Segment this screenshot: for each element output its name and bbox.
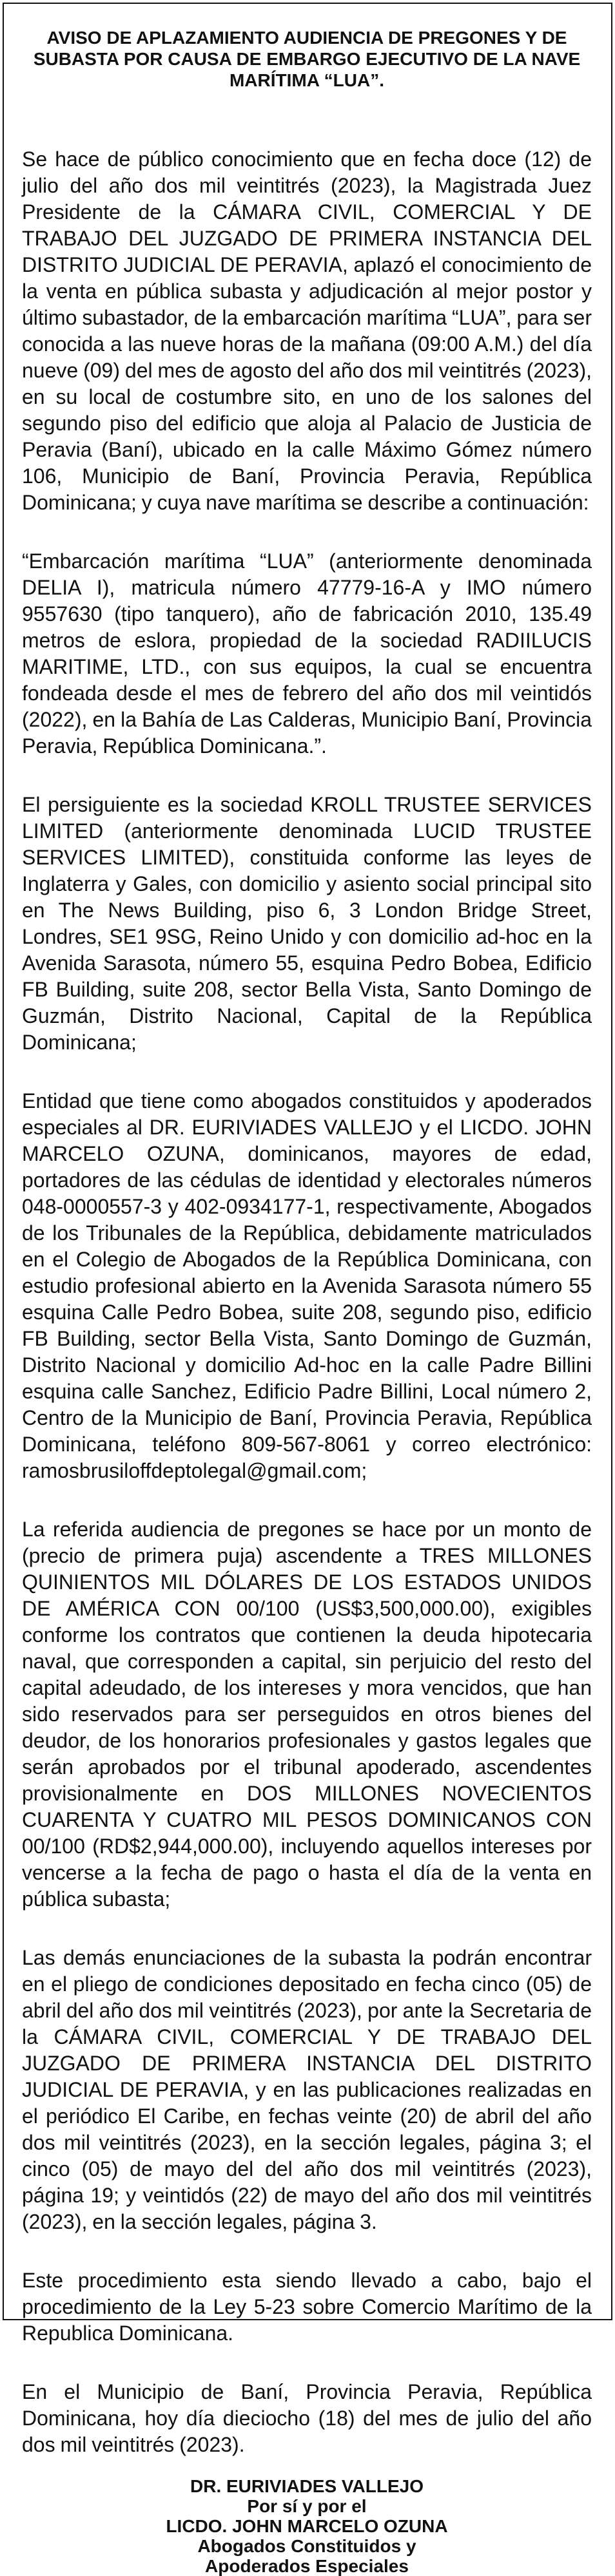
signature-line: Apoderados Especiales bbox=[205, 2556, 409, 2576]
paragraph-procedure: Este procedimiento esta siendo llevado a cabo, bajo el procedimiento de la Ley 5-23 sobre Comercio Marítimo de la Republica Dominicana. bbox=[22, 2269, 592, 2345]
signature-line: Por sí y por el bbox=[247, 2496, 367, 2516]
paragraph-place-date: En el Municipio de Baní, Provincia Peravia, República Dominicana, hoy día dieciocho (18) del mes de julio del año dos mil veintitrés (2023). bbox=[22, 2380, 592, 2456]
paragraph-pursuing-party: El persiguiente es la sociedad KROLL TRUSTEE SERVICES LIMITED (anteriormente denominada LUCID TRUSTEE SERVICES LIMITED), constituida conforme las leyes de Inglaterra y Gales, con domicilio y asiento social principal sito en The News Building, piso 6, 3 London Bridge Street, Londres, SE1 9SG, Reino Unido y con domicilio ad-hoc en la Avenida Sarasota, número 55, esquina Pedro Bobea, Edificio FB Building, suite 208, sector Bella Vista, Santo Domingo de Guzmán, Distrito Nacional, Capital de la República Dominicana; bbox=[22, 793, 592, 1054]
paragraph-vessel-description: “Embarcación marítima “LUA” (anteriormente denominada DELIA I), matricula número 47779-16-A y IMO número 9557630 (tipo tanquero), año de fabricación 2010, 135.49 metros de eslora, propiedad de la sociedad RADIILUCIS MARITIME, LTD., con sus equipos, la cual se encuentra fondeada desde el mes de febrero del año dos mil veintidós (2022), en la Bahía de Las Calderas, Municipio Baní, Provincia Peravia, República Dominicana.”. bbox=[22, 549, 592, 758]
legal-notice bbox=[3, 3, 612, 2576]
notice-title: AVISO DE APLAZAMIENTO AUDIENCIA DE PREGONES Y DE SUBASTA POR CAUSA DE EMBARGO EJECUTIVO DE LA NAVE MARÍTIMA “LUA”. bbox=[33, 28, 581, 90]
paragraph-attorneys: Entidad que tiene como abogados constituidos y apoderados especiales al DR. EURIVIADES VALLEJO y el LICDO. JOHN MARCELO OZUNA, dominicanos, mayores de edad, portadores de las cédulas de identidad y electorales números 048-0000557-3 y 402-0934177-1, respectivamente, Abogados de los Tribunales de la República, debidamente matriculados en el Colegio de Abogados de la República Dominicana, con estudio profesional abierto en la Avenida Sarasota número 55 esquina Calle Pedro Bobea, suite 208, segundo piso, edificio FB Building, sector Bella Vista, Santo Domingo de Guzmán, Distrito Nacional y domicilio Ad-hoc en la calle Padre Billini esquina calle Sanchez, Edificio Padre Billini, Local número 2, Centro de la Municipio de Baní, Provincia Peravia, República Dominicana, teléfono 809-567-8061 y correo electrónico: ramosbrusiloffdeptolegal@gmail.com; bbox=[22, 1089, 592, 1482]
paragraph-amount: La referida audiencia de pregones se hace por un monto de (precio de primera puja) ascendente a TRES MILLONES QUINIENTOS MIL DÓLARES DE LOS ESTADOS UNIDOS DE AMÉRICA CON 00/100 (US$3,500,000.00), exigibles conforme los contratos que contienen la deuda hipotecaria naval, que corresponden a capital, sin perjuicio del resto del capital adeudado, de los intereses y mora vencidos, que han sido reservados para ser perseguidos en otros bienes del deudor, de los honorarios profesionales y gastos legales que serán aprobados por el tribunal apoderado, ascendentes provisionalmente en DOS MILLONES NOVECIENTOS CUARENTA Y CUATRO MIL PESOS DOMINICANOS CON 00/100 (RD$2,944,000.00), incluyendo aquellos intereses por vencerse a la fecha de pago o hasta el día de la venta en pública subasta; bbox=[22, 1518, 592, 1911]
signature-line: LICDO. JOHN MARCELO OZUNA bbox=[166, 2516, 448, 2536]
paragraph-conditions: Las demás enunciaciones de la subasta la podrán encontrar en el pliego de condiciones depositado en fecha cinco (05) de abril del año dos mil veintitrés (2023), por ante la Secretaria de la CÁMARA CIVIL, COMERCIAL Y DE TRABAJO DEL JUZGADO DE PRIMERA INSTANCIA DEL DISTRITO JUDICIAL DE PERAVIA, y en las publicaciones realizadas en el periódico El Caribe, en fechas veinte (20) de abril del año dos mil veintitrés (2023), en la sección legales, página 3; el cinco (05) de mayo del del año dos mil veintitrés (2023), página 19; y veintidós (22) de mayo del año dos mil veintitrés (2023), en la sección legales, página 3. bbox=[22, 1946, 592, 2233]
signature-line: DR. EURIVIADES VALLEJO bbox=[190, 2476, 424, 2496]
signature-line: Abogados Constituidos y bbox=[197, 2536, 416, 2556]
paragraph-postponement: Se hace de público conocimiento que en fecha doce (12) de julio del año dos mil veintitrés (2023), la Magistrada Juez Presidente de la CÁMARA CIVIL, COMERCIAL Y DE TRABAJO DEL JUZGADO DE PRIMERA INSTANCIA DEL DISTRITO JUDICIAL DE PERAVIA, aplazó el conocimiento de la venta en pública subasta y adjudicación al mejor postor y último subastador, de la embarcación marítima “LUA”, para ser conocida a las nueve horas de la mañana (09:00 A.M.) del día nueve (09) del mes de agosto del año dos mil veintitrés (2023), en su local de costumbre sito, en uno de los salones del segundo piso del edificio que aloja al Palacio de Justicia de Peravia (Baní), ubicado en la calle Máximo Gómez número 106, Municipio de Baní, Provincia Peravia, República Dominicana; y cuya nave marítima se describe a continuación: bbox=[22, 148, 592, 514]
signature-block bbox=[22, 2476, 592, 2576]
